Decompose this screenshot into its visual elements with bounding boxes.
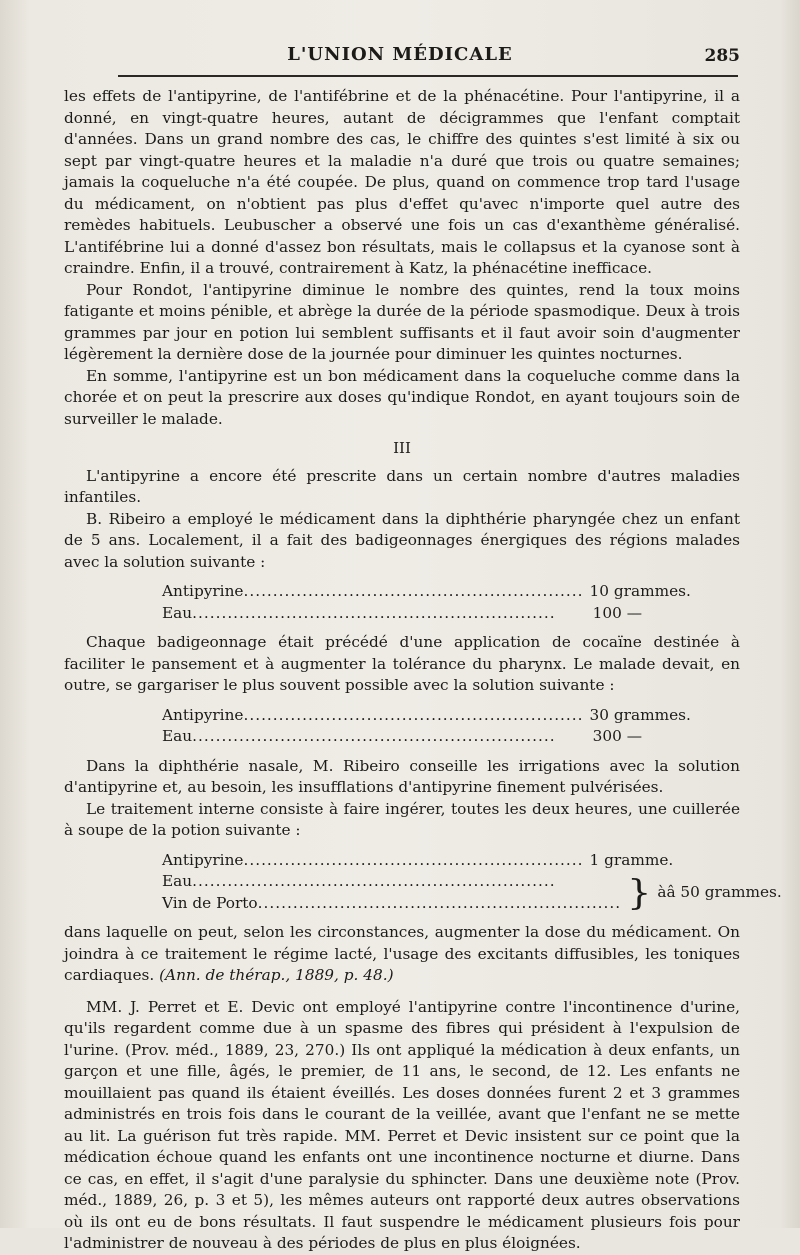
paragraph: les effets de l'antipyrine, de l'antifébrine et de la phénacétine. Pour l'antipyrine, il a donné, en vingt-quatre heures, autant de décigrammes que l'enfant comptait d'années. Dans un grand nombre des cas, le chiffre des quintes s'est limité à six ou sept par vingt-quatre heures et la maladie n'a duré que trois ou quatre semaines; jamais la coqueluche n'a été coupée. De plus, quand on commence trop tard l'usage du médicament, on n'obtient pas plus d'effet qu'avec n'importe quel autre des remèdes habituels. Leubuscher a observé une fois un cas d'exanthème généralisé. L'antifébrine lui a donné d'assez bon résultats, mais le collapsus et la cyanose sont à craindre. Enfin, il a trouvé, contrairement à Katz, la phénacétine inefficace. <box>64 87 740 277</box>
leader-dots: .......................................................... <box>243 582 584 600</box>
body-text <box>64 86 782 1255</box>
ingredient-name: Vin de Porto <box>162 893 258 912</box>
formula-3 <box>162 850 782 915</box>
spacer <box>64 987 740 997</box>
ingredient-quantity: àâ 50 grammes. <box>657 882 782 901</box>
paragraph: Pour Rondot, l'antipyrine diminue le nombre des quintes, rend la toux moins fatigante et moins pénible, et abrège la durée de la période spasmodique. Deux à trois grammes par jour en potion lui semblent suffisants et il faut avoir soin d'augmenter légèrement la dernière dose de la journée pour diminuer les quintes nocturnes. <box>64 280 740 363</box>
paragraph: L'antipyrine a encore été prescrite dans un certain nombre d'autres maladies infantiles. <box>64 466 740 506</box>
running-head <box>60 44 740 72</box>
page-number: 285 <box>704 46 740 66</box>
ingredient-name: Eau <box>162 872 193 890</box>
grouped-names <box>162 871 621 914</box>
ingredient-name: Antipyrine <box>162 582 244 600</box>
curly-brace-icon: } <box>627 872 652 913</box>
ingredient-quantity: 100 — <box>592 603 642 622</box>
ingredient-name: Eau <box>162 603 193 622</box>
leader-dots: .......................................................... <box>243 850 584 869</box>
ingredient-name: Eau <box>162 727 193 745</box>
leader-dots: .............................................................. <box>192 727 556 745</box>
leader-dots: .......................................................... <box>243 705 584 724</box>
formula-row <box>162 871 621 893</box>
formula-row <box>162 705 691 727</box>
ingredient-quantity: 10 grammes. <box>589 582 691 600</box>
paragraph <box>64 922 740 987</box>
ingredient-quantity: 300 — <box>592 727 642 745</box>
leader-dots: .............................................................. <box>257 893 622 912</box>
paragraph: En somme, l'antipyrine est un bon médicament dans la coqueluche comme dans la chorée et on peut la prescrire aux doses qu'indique Rondot, en ayant toujours soin de surveiller le malade. <box>64 366 740 428</box>
ingredient-name: Antipyrine <box>162 705 244 724</box>
journal-title: L'UNION MÉDICALE <box>287 44 513 65</box>
paragraph: Le traitement interne consiste à faire ingérer, toutes les deux heures, une cuillerée à soupe de la potion suivante : <box>64 799 740 839</box>
paragraph-text: dans laquelle on peut, selon les circonstances, augmenter la dose du médicament. On joindra à ce traitement le régime lacté, l'usage des excitants diffusibles, les toniques cardiaques. <box>64 923 740 984</box>
formula-row <box>162 893 621 915</box>
formula-1 <box>162 581 691 624</box>
grouped-ingredients <box>162 871 782 914</box>
header-rule <box>118 75 738 77</box>
ingredient-quantity: 30 grammes. <box>589 705 691 724</box>
formula-row <box>162 850 674 872</box>
leader-dots: .............................................................. <box>192 603 556 622</box>
leader-dots: .............................................................. <box>192 872 556 890</box>
formula-row <box>162 603 642 625</box>
ingredient-name: Antipyrine <box>162 850 244 869</box>
paragraph: Chaque badigeonnage était précédé d'une application de cocaïne destinée à faciliter le pansement et à augmenter la tolérance du pharynx. Le malade devait, en outre, se gargariser le plus souvent possible avec la solution suivante : <box>64 633 740 694</box>
paragraph: B. Ribeiro a employé le médicament dans la diphthérie pharyngée chez un enfant de 5 ans. Localement, il a fait des badigeonnages énergiques des régions malades avec la solution suivante : <box>64 509 740 571</box>
paragraph: Dans la diphthérie nasale, M. Ribeiro conseille les irrigations avec la solution d'antipyrine et, au besoin, les insufflations d'antipyrine finement pulvérisées. <box>64 756 740 796</box>
paragraph: MM. J. Perret et E. Devic ont employé l'antipyrine contre l'incontinence d'urine, qu'ils regardent comme due à un spasme des fibres qui président à l'expulsion de l'urine. (Prov. méd., 1889, 23, 270.) Ils ont appliqué la médication à deux enfants, un garçon et une fille, âgés, le premier, de 11 ans, le second, de 12. Les enfants ne mouillaient pas quand ils étaient éveillés. Les doses données furent 2 et 3 grammes administrés en trois fois dans le courant de la veillée, avant que l'enfant ne se mette au lit. La guérison fut très rapide. MM. Perret et Devic insistent sur ce point que la médication échoue quand les enfants ont une incontinence nocturne et diurne. Dans ce cas, en effet, il s'agit d'une paralysie du sphincter. Dans une deuxième note (Prov. méd., 1889, 26, p. 3 et 5), les mêmes auteurs ont rapporté deux autres observations où ils ont eu de bons résultats. Il faut suspendre le médicament plusieurs fois pour l'administrer de nouveau à des périodes de plus en plus éloignées. <box>64 997 740 1252</box>
formula-row <box>162 581 691 603</box>
citation: (Ann. de thérap., 1889, p. 48.) <box>159 966 394 984</box>
ingredient-quantity: 1 gramme. <box>589 850 674 869</box>
formula-row <box>162 726 642 748</box>
formula-2 <box>162 705 691 748</box>
section-heading: III <box>393 439 411 457</box>
